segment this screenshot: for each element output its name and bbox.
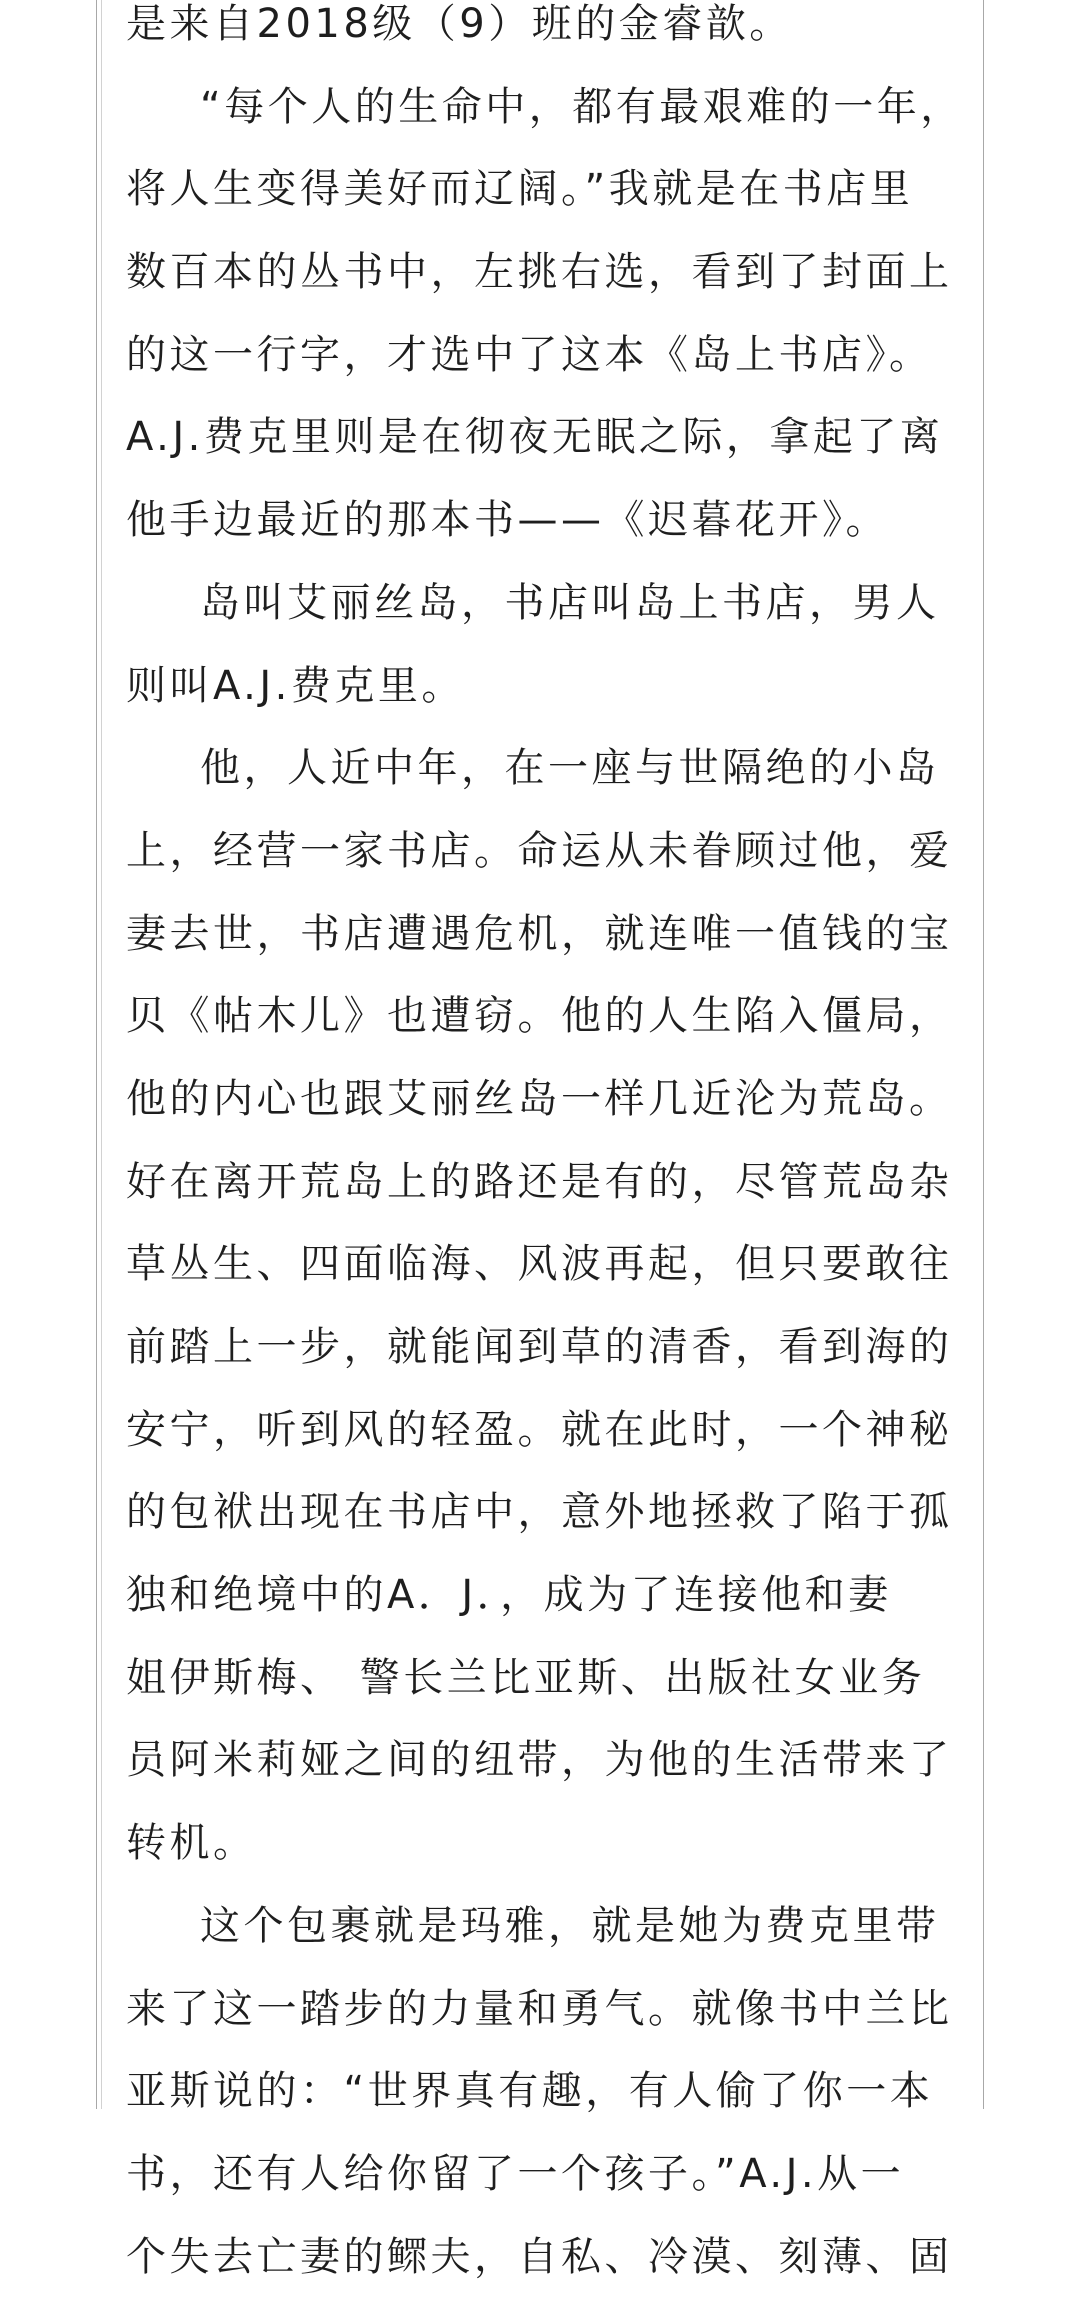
text-line: 员阿米莉娅之间的纽带，为他的生活带来了 — [126, 1737, 953, 1784]
text-line: 贝《帖木儿》也遭窃。他的人生陷入僵局， — [126, 993, 953, 1040]
text-line: 他的内心也跟艾丽丝岛一样几近沦为荒岛。 — [126, 1075, 953, 1122]
text-line: 独和绝境中的A．J．，成为了连接他和妻 — [126, 1572, 892, 1619]
text-line: 书，还有人给你留了一个孩子。”A.J.从一 — [126, 2150, 905, 2197]
text-line: 是来自2018级（9）班的金睿歆。 — [126, 1, 793, 47]
text-line: 他手边最近的那本书——《迟暮花开》。 — [126, 497, 889, 544]
text-line: 则叫A.J.费克里。 — [126, 662, 465, 709]
page-border-right — [983, 0, 984, 2109]
text-line: 安宁，听到风的轻盈。就在此时，一个神秘 — [126, 1406, 953, 1453]
text-line: 亚斯说的：“世界真有趣，有人偷了你一本 — [126, 2068, 934, 2115]
text-line: 个失去亡妻的鳏夫，自私、冷漠、刻薄、固 — [126, 2233, 953, 2280]
text-line: 前踏上一步，就能闻到草的清香，看到海的 — [126, 1324, 953, 1370]
text-line: “每个人的生命中，都有最艰难的一年， — [200, 83, 964, 130]
text-line: 的包袱出现在书店中，意外地拯救了陷于孤 — [126, 1489, 953, 1536]
page-border-left-inner — [101, 0, 102, 2109]
article-body — [126, 0, 964, 2298]
text-line: A.J.费克里则是在彻夜无眠之际，拿起了离 — [126, 414, 944, 461]
text-line: 姐伊斯梅、 警长兰比亚斯、出版社女业务 — [126, 1654, 926, 1701]
text-line: 这个包裹就是玛雅，就是她为费克里带 — [200, 1902, 940, 1949]
text-line: 转机。 — [126, 1820, 257, 1867]
text-line: 的这一行字，才选中了这本《岛上书店》。 — [126, 331, 933, 378]
text-line: 数百本的丛书中，左挑右选，看到了封面上 — [126, 249, 953, 296]
text-line: 草丛生、四面临海、风波再起，但只要敢往 — [126, 1241, 953, 1288]
text-line: 好在离开荒岛上的路还是有的，尽管荒岛杂 — [126, 1158, 953, 1205]
text-line: 上，经营一家书店。命运从未眷顾过他，爱 — [126, 827, 953, 874]
page-border-left — [96, 0, 97, 2109]
text-line: 妻去世，书店遭遇危机，就连唯一值钱的宝 — [126, 910, 953, 957]
text-line: 岛叫艾丽丝岛，书店叫岛上书店，男人 — [200, 579, 940, 626]
text-line: 他，人近中年，在一座与世隔绝的小岛 — [200, 745, 940, 792]
text-line: 将人生变得美好而辽阔。”我就是在书店里 — [126, 166, 914, 213]
text-line: 来了这一踏步的力量和勇气。就像书中兰比 — [126, 1985, 953, 2032]
